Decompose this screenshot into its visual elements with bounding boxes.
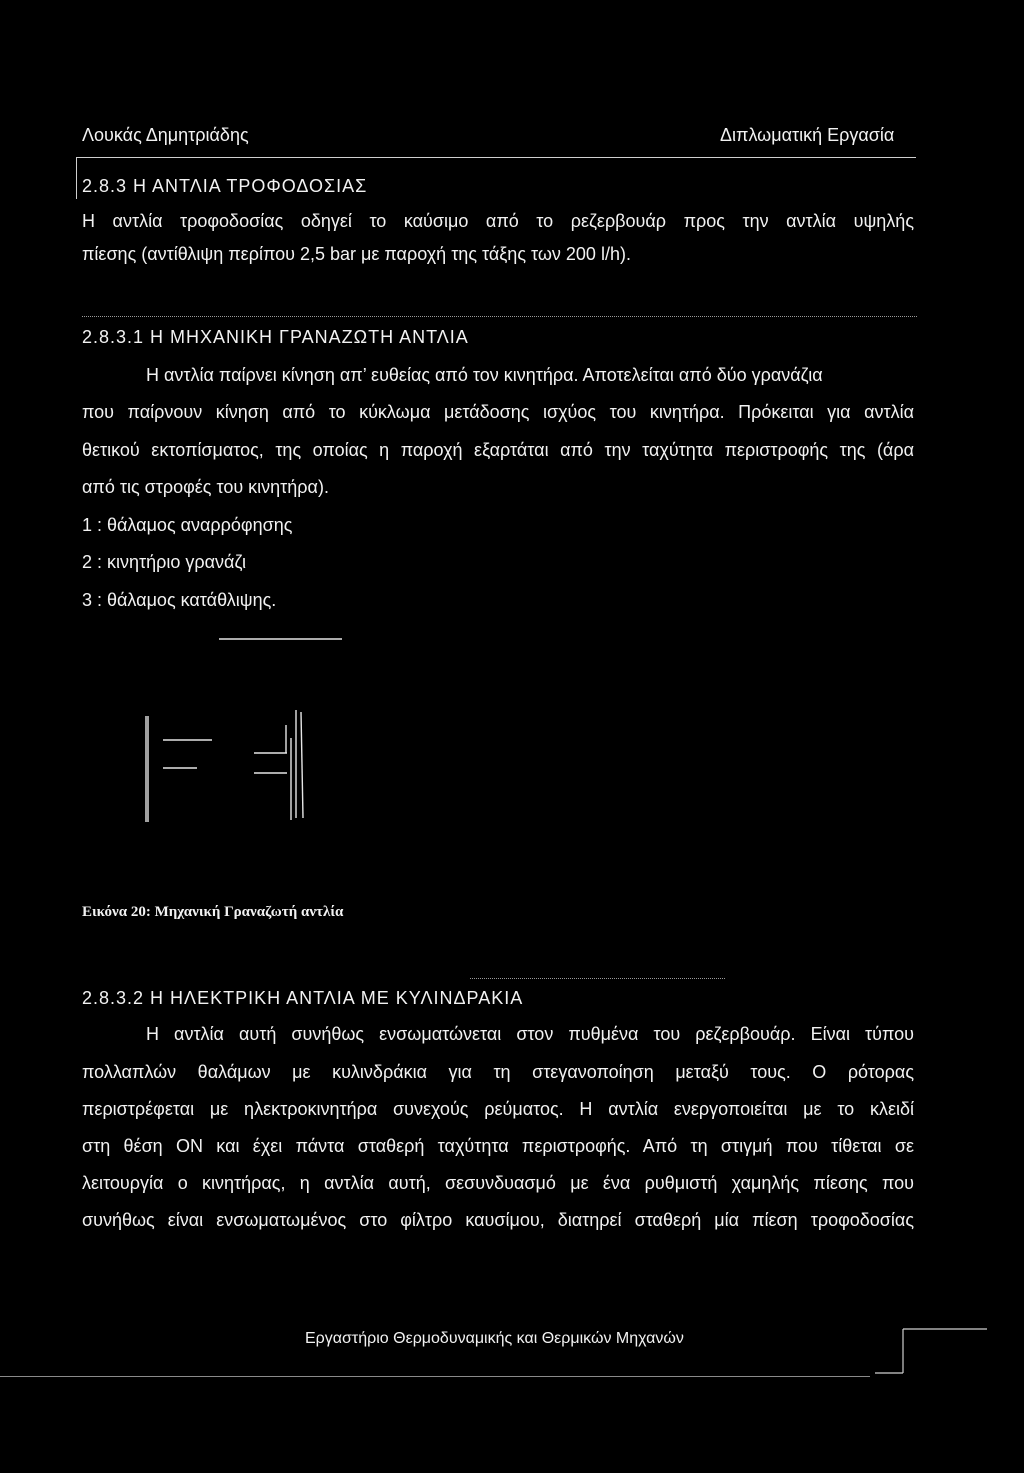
section-heading-283: 2.8.3 Η ΑΝΤΛΙΑ ΤΡΟΦΟΔΟΣΙΑΣ — [82, 176, 368, 196]
header-doc-type: Διπλωματική Εργασία — [720, 125, 895, 145]
paragraph-line: στη θέση ΟΝ και έχει πάντα σταθερή ταχύτητα περιστροφής. Από τη στιγμή που τίθεται σε — [82, 1136, 914, 1156]
paragraph-line: Η αντλία αυτή συνήθως ενσωματώνεται στον πυθμένα του ρεζερβουάρ. Είναι τύπου — [146, 1024, 914, 1044]
paragraph-line: συνήθως είναι ενσωματωμένος στο φίλτρο καυσίμου, διατηρεί σταθερή μία πίεση τροφοδοσίας — [82, 1210, 914, 1230]
legend-item: 1 : θάλαμος αναρρόφησης — [82, 515, 293, 535]
header-author: Λουκάς Δημητριάδης — [82, 125, 249, 145]
section-heading-2832: 2.8.3.2 Η ΗΛΕΚΤΡΙΚΗ ΑΝΤΛΙΑ ΜΕ ΚΥΛΙΝΔΡΑΚΙΑ — [82, 988, 524, 1008]
legend-item: 2 : κινητήριο γρανάζι — [82, 552, 247, 572]
paragraph-line: περιστρέφεται με ηλεκτροκινητήρα συνεχούς ρεύματος. Η αντλία ενεργοποιείται με το κλειδί — [82, 1099, 914, 1119]
section-heading-2831: 2.8.3.1 Η ΜΗΧΑΝΙΚΗ ΓΡΑΝΑΖΩΤΗ ΑΝΤΛΙΑ — [82, 327, 469, 347]
paragraph-line: Η αντλία παίρνει κίνηση απ’ ευθείας από τον κινητήρα. Αποτελείται από δύο γρανάζια — [146, 365, 823, 385]
paragraph-line: που παίρνουν κίνηση από το κύκλωμα μετάδοσης ισχύος του κινητήρα. Πρόκειται για αντλία — [82, 402, 914, 422]
paragraph-line: Η αντλία τροφοδοσίας οδηγεί το καύσιμο από το ρεζερβουάρ προς την αντλία υψηλής — [82, 211, 914, 231]
legend-item: 3 : θάλαμος κατάθλιψης. — [82, 590, 277, 610]
paragraph-line: θετικού εκτοπίσματος, της οποίας η παροχή εξαρτάται από την ταχύτητα περιστροφής της (άρα — [82, 440, 914, 460]
footer-text: Εργαστήριο Θερμοδυναμικής και Θερμικών Μηχανών — [305, 1330, 684, 1347]
paragraph-line: πίεσης (αντίθλιψη περίπου 2,5 bar με παροχή της τάξης των 200 l/h). — [82, 244, 631, 264]
figure-caption: Εικόνα 20: Μηχανική Γραναζωτή αντλία — [82, 904, 344, 920]
paragraph-line: πολλαπλών θαλάμων με κυλινδράκια για τη στεγανοποίηση μεταξύ τους. Ο ρότορας — [82, 1062, 914, 1082]
footer-rule — [0, 1376, 870, 1377]
paragraph-line: λειτουργία ο κινητήρας, η αντλία αυτή, σεσυνδυασμό με ένα ρυθμιστή χαμηλής πίεσης που — [82, 1173, 914, 1193]
paragraph-line: από τις στροφές του κινητήρα). — [82, 477, 329, 497]
